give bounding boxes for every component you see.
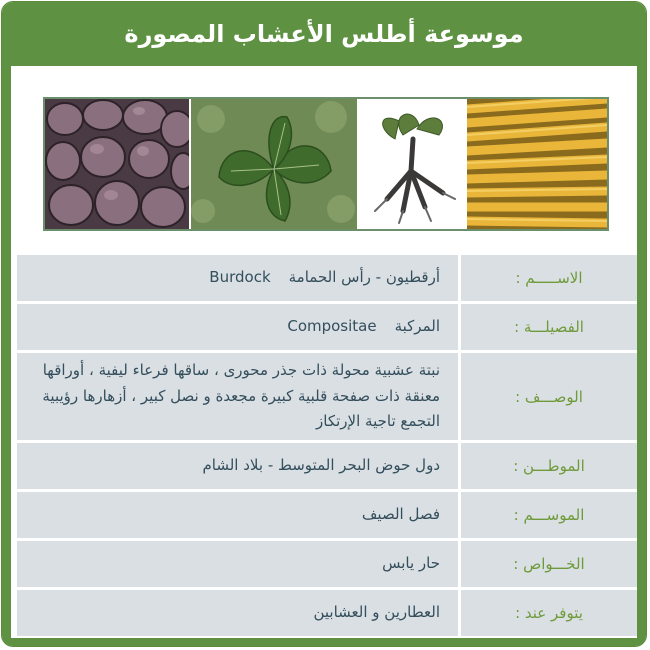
properties-value: حار يابس — [17, 541, 458, 587]
burdock-seeds-photo — [45, 99, 189, 229]
properties-row — [17, 541, 637, 587]
burdock-root-sticks-photo — [467, 99, 607, 229]
herb-card — [1, 1, 647, 647]
burdock-leaves-photo — [191, 99, 357, 229]
bottom-border — [2, 638, 646, 646]
availability-label: يتوفر عند : — [458, 590, 637, 636]
family-latin: Compositae — [287, 317, 377, 336]
right-border — [637, 66, 646, 646]
availability-row — [17, 590, 637, 636]
habitat-label: الموطـــن : — [458, 443, 637, 489]
description-row — [17, 353, 637, 440]
family-arabic: المركبة — [394, 317, 440, 336]
properties-label: الخـــواص : — [458, 541, 637, 587]
burdock-root-plant-photo — [359, 99, 465, 229]
family-row — [17, 304, 637, 350]
name-row — [17, 255, 637, 301]
left-border — [2, 66, 11, 646]
name-value — [17, 255, 458, 301]
name-label: الاســـــم : — [458, 255, 637, 301]
family-value — [17, 304, 458, 350]
herb-info-table — [17, 252, 637, 639]
season-value: فصل الصيف — [17, 492, 458, 538]
availability-value: العطارين و العشابين — [17, 590, 458, 636]
season-row — [17, 492, 637, 538]
description-value: نبتة عشبية محولة ذات جذر محورى ، ساقها فرعاء ليفية ، أوراقها معنقة ذات صفحة قلبية كبيرة مجعدة و نصل كبير ، أزهارها رؤيبية التجمع تاجية الإرتكاز — [17, 353, 458, 440]
photo-strip — [43, 97, 609, 231]
habitat-row — [17, 443, 637, 489]
description-label: الوصـــف : — [458, 353, 637, 440]
page-title: موسوعة أطلس الأعشاب المصورة — [2, 2, 646, 66]
family-label: الفصيلـــة : — [458, 304, 637, 350]
season-label: الموســـم : — [458, 492, 637, 538]
name-arabic: أرقطيون - رأس الحمامة — [288, 268, 440, 287]
name-latin: Burdock — [209, 268, 271, 287]
habitat-value: دول حوض البحر المتوسط - بلاد الشام — [17, 443, 458, 489]
